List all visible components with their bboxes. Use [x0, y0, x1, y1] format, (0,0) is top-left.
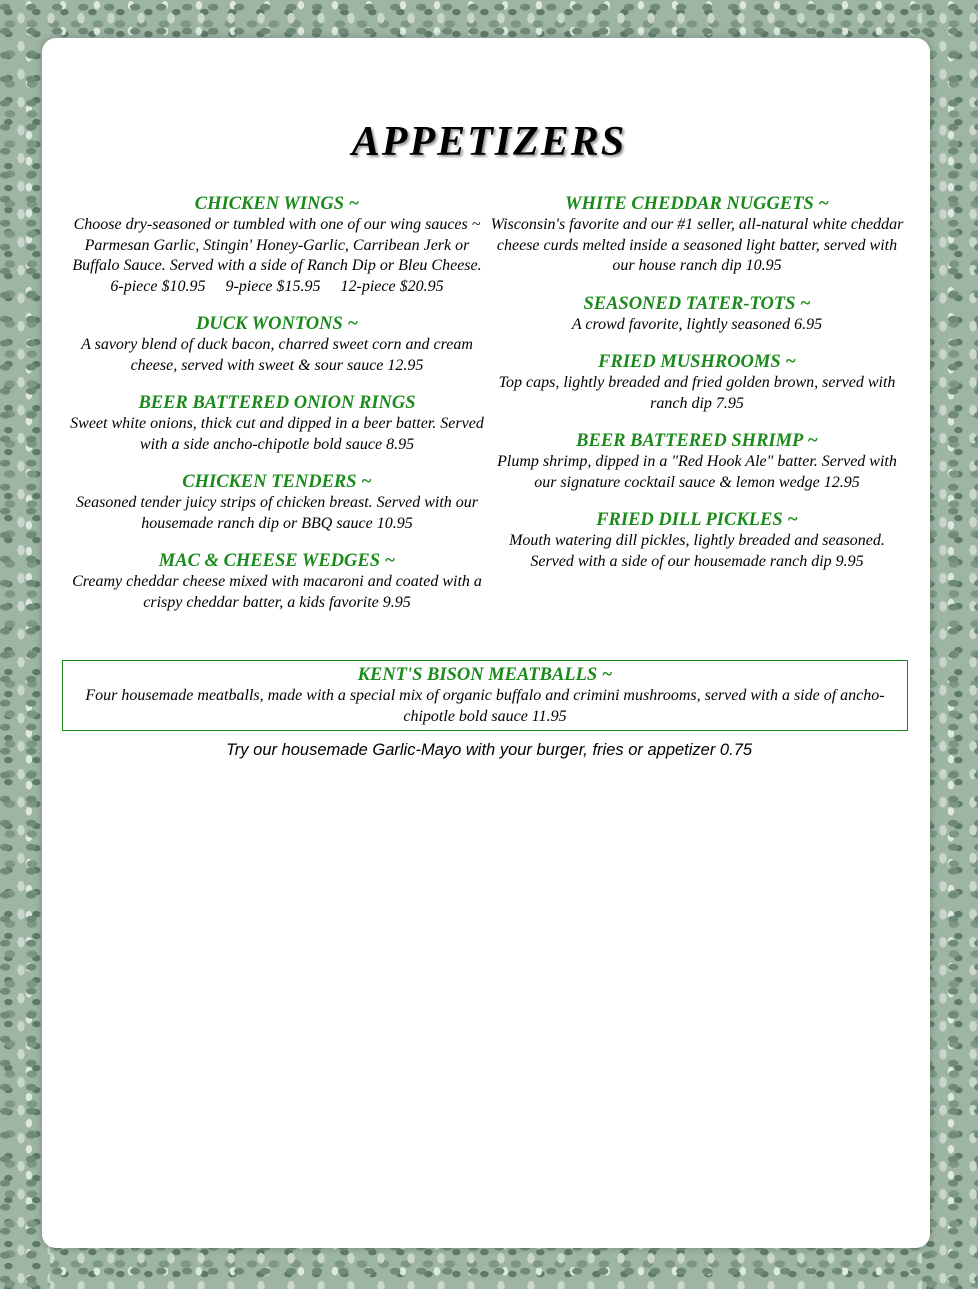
- item-description: Seasoned tender juicy strips of chicken breast. Served with our housemade ranch dip or BBQ sauce 10.95: [76, 494, 478, 532]
- item-name: SEASONED TATER-TOTS ~: [583, 293, 811, 314]
- menu-item-mac-cheese-wedges: [68, 551, 486, 613]
- menu-item-fried-dill-pickles: [488, 510, 906, 572]
- menu-item-beer-battered-shrimp: [488, 431, 906, 493]
- menu-item-chicken-wings: [68, 194, 486, 297]
- menu-item-duck-wontons: [68, 314, 486, 376]
- ivy-border-right: [922, 0, 978, 1289]
- price-9-piece: 9-piece $15.95: [225, 277, 321, 295]
- item-name: BEER BATTERED SHRIMP ~: [576, 431, 818, 451]
- item-name: MAC & CHEESE WEDGES ~: [158, 551, 396, 571]
- featured-item-name: KENT'S BISON MEATBALLS ~: [357, 665, 613, 685]
- right-column: [488, 194, 906, 589]
- menu-item-chicken-tenders: [68, 472, 486, 534]
- item-description: A crowd favorite, lightly seasoned 6.95: [571, 315, 823, 333]
- item-name: FRIED MUSHROOMS ~: [598, 352, 796, 372]
- item-description: Wisconsin's favorite and our #1 seller, all-natural white cheddar cheese curds melted inside a seasoned light batter, served with our house ranch dip 10.95: [490, 216, 904, 274]
- item-name: FRIED DILL PICKLES ~: [596, 510, 798, 530]
- featured-item-description: Four housemade meatballs, made with a special mix of organic buffalo and crimini mushrooms, served with a side of ancho-chipotle bold sauce 11.95: [85, 687, 885, 725]
- item-description: Creamy cheddar cheese mixed with macaroni and coated with a crispy cheddar batter, a kids favorite 9.95: [72, 573, 482, 611]
- item-name: BEER BATTERED ONION RINGS: [138, 393, 416, 413]
- item-name: CHICKEN WINGS ~: [194, 194, 360, 214]
- item-name: DUCK WONTONS ~: [195, 314, 358, 334]
- price-6-piece: 6-piece $10.95: [110, 277, 206, 295]
- garlic-mayo-note: Try our housemade Garlic-Mayo with your burger, fries or appetizer 0.75: [225, 741, 753, 759]
- price-options: [68, 277, 486, 298]
- item-description: Plump shrimp, dipped in a "Red Hook Ale" batter. Served with our signature cocktail sauce & lemon wedge 12.95: [497, 453, 897, 491]
- item-name: CHICKEN TENDERS ~: [182, 472, 372, 492]
- item-description: Top caps, lightly breaded and fried golden brown, served with ranch dip 7.95: [498, 374, 896, 412]
- item-description: Sweet white onions, thick cut and dipped in a beer batter. Served with a side ancho-chipotle bold sauce 8.95: [70, 415, 484, 453]
- item-description: A savory blend of duck bacon, charred sweet corn and cream cheese, served with sweet & sour sauce 12.95: [81, 336, 473, 374]
- item-name: WHITE CHEDDAR NUGGETS ~: [565, 194, 829, 214]
- menu-item-fried-mushrooms: [488, 352, 906, 414]
- item-description: Choose dry-seasoned or tumbled with one of our wing sauces ~ Parmesan Garlic, Stingin' Honey-Garlic, Carribean Jerk or Buffalo Sauce. Served with a side of Ranch Dip or Bleu Cheese.: [72, 216, 482, 274]
- menu-item-onion-rings: [68, 393, 486, 455]
- page-title: APPETIZERS: [351, 119, 627, 165]
- left-column: [68, 194, 486, 630]
- item-description: Mouth watering dill pickles, lightly breaded and seasoned. Served with a side of our housemade ranch dip 9.95: [509, 532, 885, 570]
- menu-item-cheddar-nuggets: [488, 194, 906, 277]
- price-12-piece: 12-piece $20.95: [340, 277, 444, 295]
- menu-item-tater-tots: [488, 294, 906, 336]
- featured-item-box: [62, 660, 908, 731]
